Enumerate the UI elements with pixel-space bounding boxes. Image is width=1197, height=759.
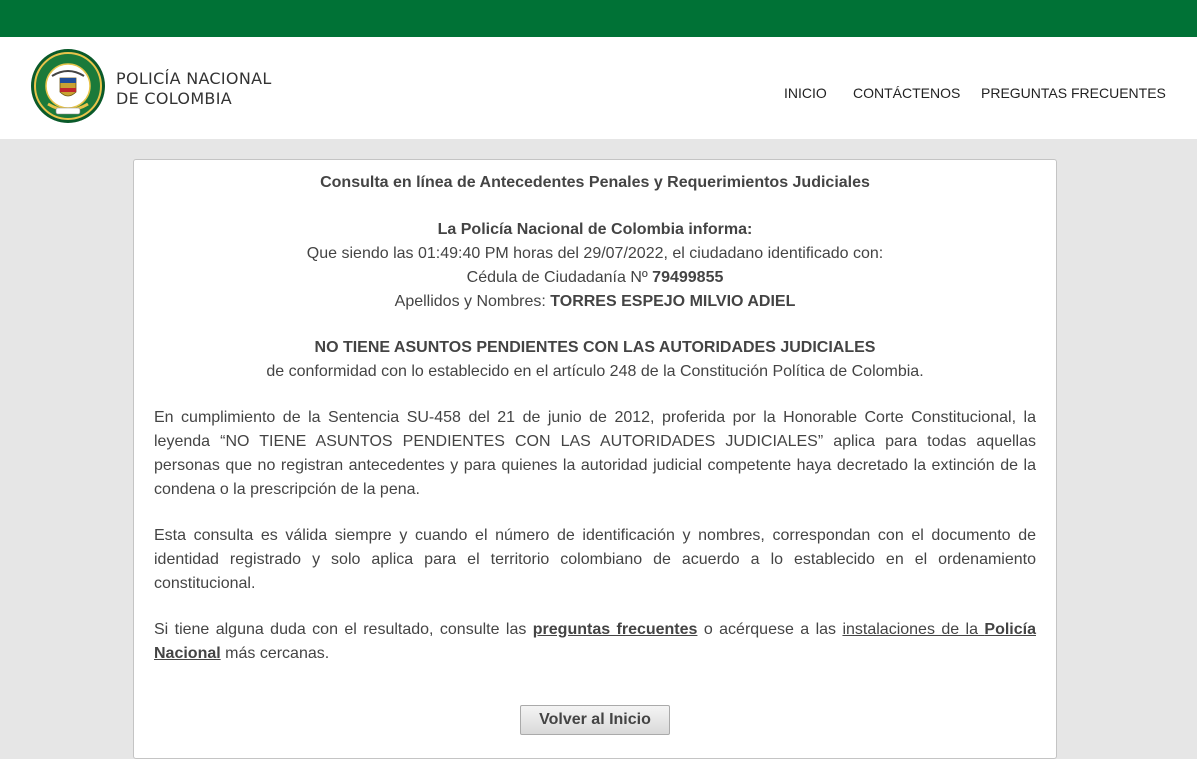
site-header [0,37,1197,139]
paragraph-dudas [154,618,1036,666]
nav-inicio[interactable]: INICIO [784,85,827,101]
instalaciones-link-text: instalaciones de la [842,621,978,638]
paragraph-sentencia: En cumplimiento de la Sentencia SU-458 del 21 de junio de 2012, proferida por la Honorable Corte Constitucional, la leyenda “NO TIENE ASUNTOS PENDIENTES CON LAS AUTORIDADES JUDICIALES” aplica para todas aquellas personas que no registran antecedentes y para quienes la autoridad judicial competente haya decretado la extinción de la condena o la prescripción de la pena. [154,409,1036,498]
status-block [134,336,1056,384]
top-green-bar [0,0,1197,37]
name-label: Apellidos y Nombres: [394,293,546,310]
info-block [134,218,1056,314]
id-number: 79499855 [652,269,724,286]
paragraph-validez: Esta consulta es válida siempre y cuando el número de identificación y nombres, correspondan con el documento de identidad registrado y solo aplica para el territorio colombiano de acuerdo a lo establecido en el ordenamiento constitucional. [154,527,1036,592]
brand-line-2: DE COLOMBIA [116,89,232,108]
brand-name [116,69,272,109]
id-label: Cédula de Ciudadanía Nº [466,269,648,286]
p3-text-a: Si tiene alguna duda con el resultado, consulte las [154,621,527,638]
p3-text-c: más cercanas. [225,645,330,662]
brand-line-1: POLICÍA NACIONAL [116,69,272,88]
status-subtext: de conformidad con lo establecido en el artículo 248 de la Constitución Política de Colombia. [266,363,924,380]
status-text: NO TIENE ASUNTOS PENDIENTES CON LAS AUTORIDADES JUDICIALES [314,339,876,356]
result-card [133,159,1057,759]
id-line [134,266,1056,290]
nav-preguntas-frecuentes[interactable]: PREGUNTAS FRECUENTES [981,85,1166,101]
nav-contactenos[interactable]: CONTÁCTENOS [853,85,961,101]
volver-inicio-button[interactable]: Volver al Inicio [520,705,670,735]
inform-heading: La Policía Nacional de Colombia informa: [437,221,753,238]
police-seal-icon[interactable] [30,48,106,124]
time-line: Que siendo las 01:49:40 PM horas del 29/07/2022, el ciudadano identificado con: [306,245,884,262]
p3-text-b: o acérquese a las [703,621,837,638]
name-line [134,290,1056,314]
page-title: Consulta en línea de Antecedentes Penales y Requerimientos Judiciales [320,174,870,191]
policia-nacional-link-text: Policía Nacional [154,621,1036,662]
preguntas-frecuentes-link[interactable]: preguntas frecuentes [532,621,698,638]
name-value: TORRES ESPEJO MILVIO ADIEL [550,293,796,310]
